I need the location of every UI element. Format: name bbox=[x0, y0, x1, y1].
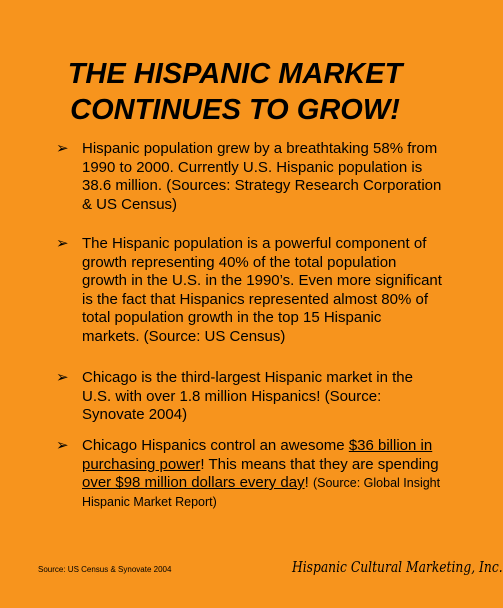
bullet-item-purchasing-power bbox=[56, 437, 442, 511]
bullet-source: (Source: Global Insight Hispanic Market Report) bbox=[82, 476, 441, 509]
arrow-bullet-icon: ➢ bbox=[56, 369, 69, 386]
page-title bbox=[0, 56, 470, 128]
arrow-bullet-icon: ➢ bbox=[56, 140, 69, 157]
bullet-text-part: ! This means that they are spending bbox=[200, 455, 439, 473]
bullet-item-population-growth bbox=[56, 140, 442, 214]
title-line-2: CONTINUES TO GROW! bbox=[70, 94, 400, 126]
bullet-text-part: ! bbox=[304, 474, 313, 491]
bullet-item-chicago-market bbox=[56, 369, 442, 425]
bullet-item-growth-component bbox=[56, 235, 442, 346]
bullet-text-part: Chicago Hispanics control an awesome bbox=[82, 437, 349, 454]
daily-spending-highlight: over $98 million dollars every day bbox=[82, 474, 305, 491]
title-line-1: THE HISPANIC MARKET bbox=[67, 58, 403, 90]
bullet-text bbox=[82, 437, 442, 511]
footer-source: Source: US Census & Synovate 2004 bbox=[38, 565, 172, 574]
arrow-bullet-icon: ➢ bbox=[56, 437, 69, 454]
bullet-text: Chicago is the third-largest Hispanic market in the U.S. with over 1.8 million Hispanics! (Source: Synovate 2004) bbox=[82, 369, 413, 423]
bullet-text: The Hispanic population is a powerful component of growth representing 40% of the total population growth in the U.S. in the 1990’s. Even more significant is the fact that Hispanics represented almost 80% of total population growth in the top 15 Hispanic markets. (Source: US Census) bbox=[82, 235, 442, 345]
bullet-text: Hispanic population grew by a breathtaking 58% from 1990 to 2000. Currently U.S. Hispanic population is 38.6 million. (Sources: Strategy Research Corporation & US Census) bbox=[82, 140, 442, 213]
company-logo: Hispanic Cultural Marketing, Inc. bbox=[292, 558, 503, 576]
arrow-bullet-icon: ➢ bbox=[56, 235, 69, 252]
purchasing-power-highlight: $36 billion in purchasing power bbox=[82, 437, 433, 473]
